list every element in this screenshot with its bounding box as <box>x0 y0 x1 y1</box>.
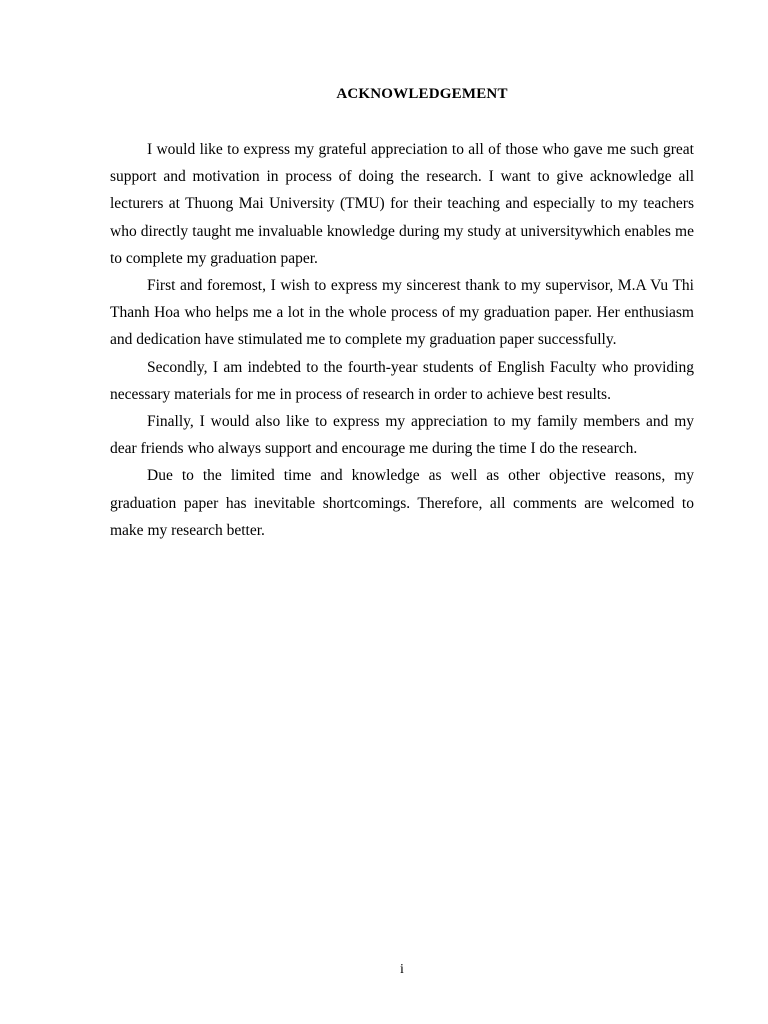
acknowledgement-body <box>110 136 694 544</box>
paragraph-supervisor: First and foremost, I wish to express my sincerest thank to my supervisor, M.A Vu Thi Thanh Hoa who helps me a lot in the whole process of my graduation paper. Her enthusiasm and dedication have stimulated me to complete my graduation paper successfully. <box>110 277 694 349</box>
page-title: ACKNOWLEDGEMENT <box>336 86 508 102</box>
paragraph-family: Finally, I would also like to express my appreciation to my family members and my dear friends who always support and encourage me during the time I do the research. <box>110 413 694 458</box>
paragraph-students: Secondly, I am indebted to the fourth-year students of English Faculty who providing necessary materials for me in process of research in order to achieve best results. <box>110 358 694 403</box>
paragraph-limitations: Due to the limited time and knowledge as well as other objective reasons, my graduation paper has inevitable shortcomings. Therefore, all comments are welcomed to make my research better. <box>110 467 694 539</box>
page-number: i <box>400 962 404 977</box>
paragraph-gratitude: I would like to express my grateful appreciation to all of those who gave me such great support and motivation in process of doing the research. I want to give acknowledge all lecturers at Thuong Mai University (TMU) for their teaching and especially to my teachers who directly taught me invaluable knowledge during my study at universitywhich enables me to complete my graduation paper. <box>110 141 694 267</box>
